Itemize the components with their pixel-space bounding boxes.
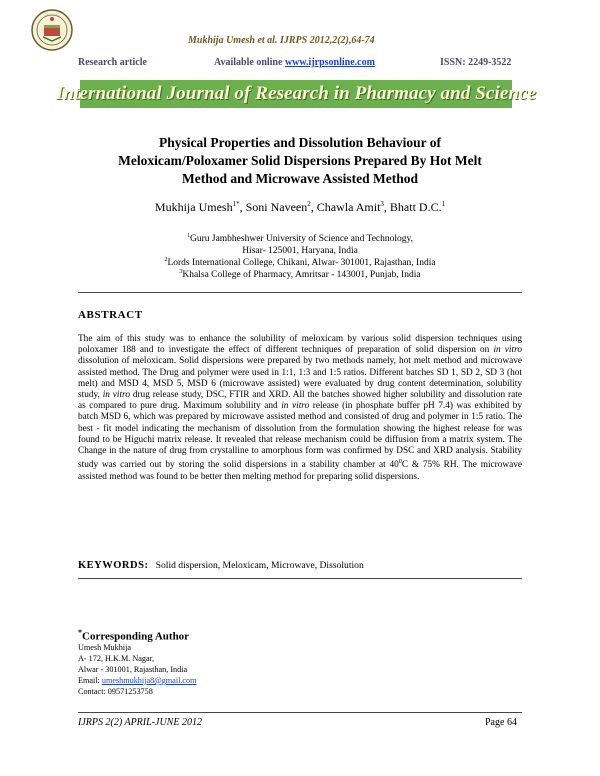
issn: ISSN: 2249-3522	[440, 57, 512, 68]
corresponding-address: Alwar - 301001, Rajasthan, India	[78, 665, 188, 674]
affiliation: $^2$Lords International College, Chikani, Alwar- 301001, Rajasthan, India	[164, 257, 436, 269]
corresponding-contact: Contact: 09571253758	[78, 687, 153, 696]
abstract-text: The aim of this study was to enhance the solubility of meloxicam by various solid dispersion techniques using poloxamer 188 and to investigate the effect of different techniques of preparation of solid dispersion on in vitro dissolution of meloxicam. Solid dispersions were prepared by two methods namely, hot melt method and microwave assisted method. The Drug and polymer were used in 1:1, 1:3 and 1:5 ratios. Different batches SD 1, SD 2, SD 3 (hot melt) and MSD 4, MSD 5, MSD 6 (microwave assisted) were evaluated by drug content determination, solubility study, in vitro drug release study, DSC, FTIR and XRD. All the batches showed higher solubility and dissolution rate as compared to pure drug. Maximum solubility and in vitro release (in phosphate buffer pH 7.4) was exhibited by batch MSD 6, which was prepared by microwave assisted method and consisted of drug and polymer in 1:5 ratio. The best - fit model indicating the mechanism of dissolution from the formulation showing the highest release for was found to be Higuchi matrix release. It revealed that release mechanism could be diffusion from a matrix system. The Change in the nature of drug from crystalline to amorphous form was confirmed by DSC and XRD analysis. Stability study was carried out by storing the solid dispersions in a stability chamber at $40^0C$ & 75% RH. The microwave assisted method was found to be better then melting method for preparing solid dispersions.	[78, 334, 523, 482]
availability-line	[214, 57, 375, 68]
journal-website-link[interactable]: www.ijrpsonline.com	[284, 57, 375, 68]
divider	[78, 578, 522, 579]
page-number: Page 64	[485, 717, 517, 728]
corresponding-email-line: Email: umeshmukhija8@gmail.com	[78, 676, 197, 685]
title-line: Physical Properties and Dissolution Behaviour of	[159, 135, 441, 150]
title-line: Meloxicam/Poloxamer Solid Dispersions Prepared By Hot Melt	[118, 153, 482, 168]
keywords: KEYWORDS: Solid dispersion, Meloxicam, Microwave, Dissolution	[78, 560, 364, 571]
author: Mukhija Umesh$^{1*}$,	[154, 200, 246, 214]
author: Soni Naveen$^2$,	[245, 200, 317, 214]
journal-name: International Journal of Research in Pharmacy and Science	[55, 83, 537, 104]
author: Bhatt D.C.$^1$	[389, 200, 446, 214]
corresponding-name: Umesh Mukhija	[78, 643, 131, 652]
author: Chawla Amit$^3$,	[316, 200, 390, 214]
article-type: Research article	[78, 57, 147, 68]
corresponding-author-heading: *Corresponding Author	[78, 628, 190, 643]
affiliation: $^3$Khalsa College of Pharmacy, Amritsar - 143001, Punjab, India	[179, 269, 421, 281]
abstract-heading: ABSTRACT	[78, 309, 143, 321]
available-online-label: Available online	[214, 57, 283, 68]
running-head: Mukhija Umesh et al. IJRPS 2012,2(2),64-74	[188, 35, 375, 46]
affiliation: $^1$Guru Jambheshwer University of Science and Technology,	[186, 233, 414, 245]
title-line: Method and Microwave Assisted Method	[182, 171, 418, 186]
divider	[78, 292, 522, 293]
email-link[interactable]: umeshmukhija8@gmail.com	[101, 676, 197, 685]
footer-issue: IJRPS 2(2) APRIL-JUNE 2012	[78, 717, 202, 728]
article-title	[92, 134, 508, 188]
journal-banner	[55, 80, 537, 108]
keywords-label: KEYWORDS	[78, 560, 145, 571]
keywords-text: Solid dispersion, Meloxicam, Microwave, Dissolution	[155, 560, 364, 571]
journal-logo	[30, 8, 74, 52]
footer-divider	[78, 712, 522, 713]
corresponding-address: A- 172, H.K.M. Nagar,	[78, 654, 155, 663]
affiliation: Hisar- 125001, Haryana, India	[242, 246, 358, 257]
author-list	[80, 200, 520, 215]
